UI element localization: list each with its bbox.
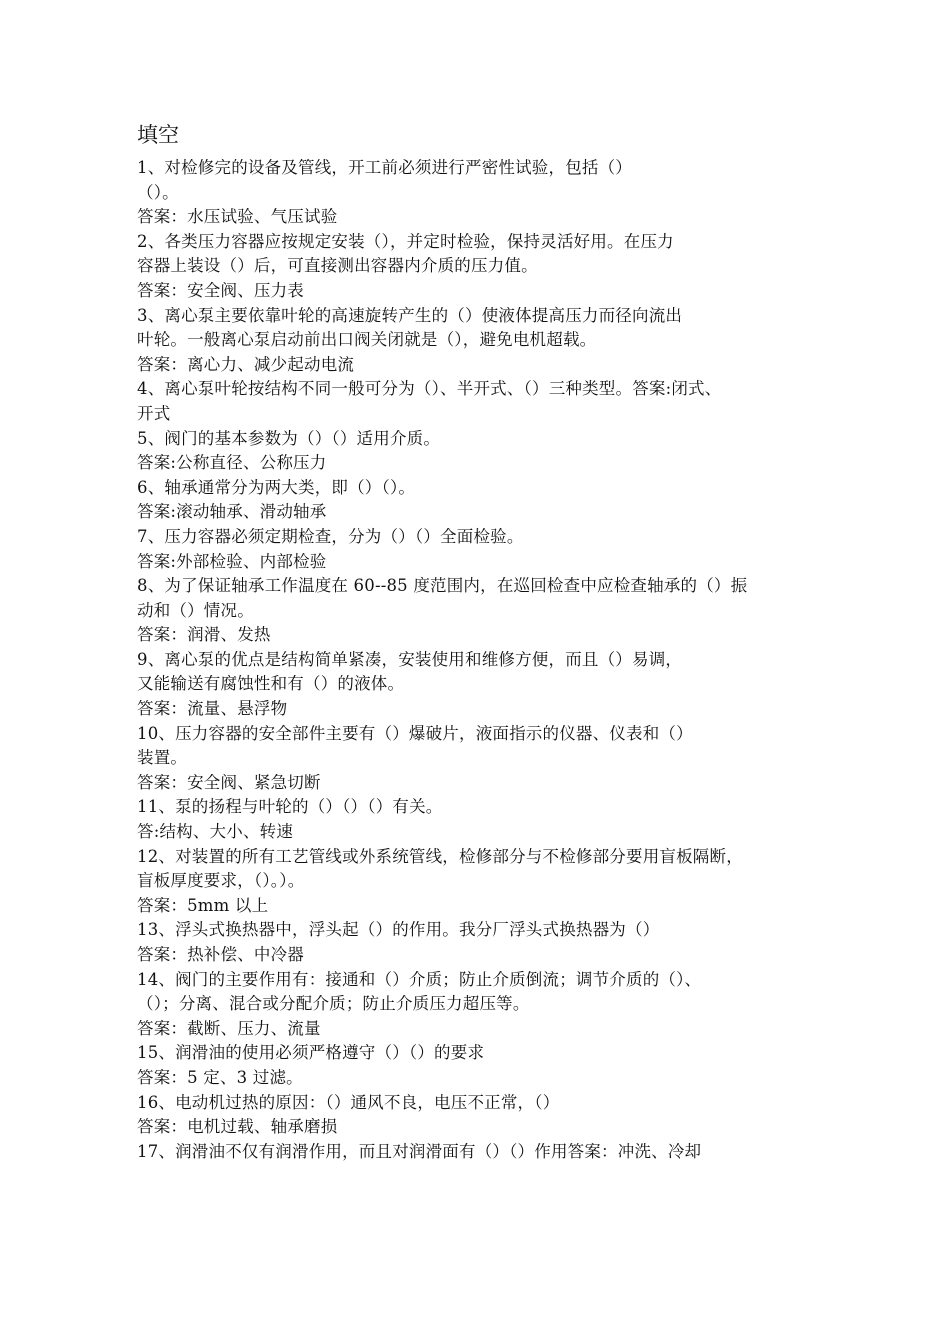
text-line: （）。 bbox=[137, 182, 179, 202]
text-line: 8、为了保证轴承工作温度在 60--85 度范围内，在巡回检查中应检查轴承的（）振 bbox=[137, 576, 748, 596]
answer-line: 答案：5mm 以上 bbox=[137, 895, 269, 915]
text-line: 开式 bbox=[137, 403, 171, 423]
text-line: 9、离心泵的优点是结构简单紧凑，安装使用和维修方便，而且（）易调， bbox=[137, 649, 683, 669]
answer-line: 答案:外部检验、内部检验 bbox=[137, 551, 327, 571]
text-line: 12、对装置的所有工艺管线或外系统管线，检修部分与不检修部分要用盲板隔断， bbox=[137, 846, 743, 866]
answer-line: 答案：电机过载、轴承磨损 bbox=[137, 1117, 338, 1137]
text-line: 4、离心泵叶轮按结构不同一般可分为（）、半开式、（）三种类型。答案:闭式、 bbox=[137, 379, 722, 399]
answer-line: 答案：截断、压力、流量 bbox=[137, 1018, 321, 1038]
text-line: 2、各类压力容器应按规定安装（），并定时检验，保持灵活好用。在压力 bbox=[137, 231, 674, 251]
text-line: 7、压力容器必须定期检查，分为（）（）全面检验。 bbox=[137, 526, 524, 546]
answer-line: 答:结构、大小、转速 bbox=[137, 822, 294, 842]
text-line: 3、离心泵主要依靠叶轮的高速旋转产生的（）使液体提高压力而径向流出 bbox=[137, 305, 683, 325]
answer-line: 答案：水压试验、气压试验 bbox=[137, 207, 338, 227]
text-line: （）；分离、混合或分配介质；防止介质压力超压等。 bbox=[137, 994, 530, 1014]
question-list bbox=[137, 156, 827, 1164]
text-line: 15、润滑油的使用必须严格遵守（）（）的要求 bbox=[137, 1043, 485, 1063]
text-line: 盲板厚度要求，（）。）。 bbox=[137, 871, 305, 891]
text-line: 装置。 bbox=[137, 748, 188, 768]
document-page bbox=[137, 120, 827, 1164]
text-line: 11、泵的扬程与叶轮的（）（）（）有关。 bbox=[137, 797, 443, 817]
answer-line: 答案：润滑、发热 bbox=[137, 625, 271, 645]
text-line: 14、阀门的主要作用有：接通和（）介质；防止介质倒流；调节介质的（）、 bbox=[137, 969, 702, 989]
answer-line: 答案：5 定、3 过滤。 bbox=[137, 1067, 303, 1087]
text-line: 13、浮头式换热器中，浮头起（）的作用。我分厂浮头式换热器为（） bbox=[137, 920, 660, 940]
text-line: 16、电动机过热的原因：（）通风不良，电压不正常，（） bbox=[137, 1092, 560, 1112]
text-line: 17、润滑油不仅有润滑作用，而且对润滑面有（）（）作用答案：冲洗、冷却 bbox=[137, 1141, 702, 1161]
text-line: 10、压力容器的安全部件主要有（）爆破片，液面指示的仪器、仪表和（） bbox=[137, 723, 693, 743]
text-line: 动和（）情况。 bbox=[137, 600, 254, 620]
text-line: 1、对检修完的设备及管线，开工前必须进行严密性试验，包括（） bbox=[137, 158, 632, 177]
answer-line: 答案：离心力、减少起动电流 bbox=[137, 354, 355, 374]
text-line: 叶轮。一般离心泵启动前出口阀关闭就是（），避免电机超载。 bbox=[137, 330, 597, 350]
page-title: 填空 bbox=[137, 123, 179, 147]
answer-line: 答案：流量、悬浮物 bbox=[137, 699, 288, 719]
answer-line: 答案：安全阀、紧急切断 bbox=[137, 772, 321, 792]
text-line: 5、阀门的基本参数为（）（）适用介质。 bbox=[137, 428, 441, 448]
answer-line: 答案：热补偿、中冷器 bbox=[137, 945, 304, 964]
answer-line: 答案：安全阀、压力表 bbox=[137, 280, 304, 300]
answer-line: 答案:滚动轴承、滑动轴承 bbox=[137, 502, 327, 522]
answer-line: 答案:公称直径、公称压力 bbox=[137, 453, 327, 473]
text-line: 又能输送有腐蚀性和有（）的液体。 bbox=[137, 674, 405, 694]
text-line: 6、轴承通常分为两大类，即（）（）。 bbox=[137, 477, 416, 497]
text-line: 容器上装设（）后，可直接测出容器内介质的压力值。 bbox=[137, 256, 538, 276]
